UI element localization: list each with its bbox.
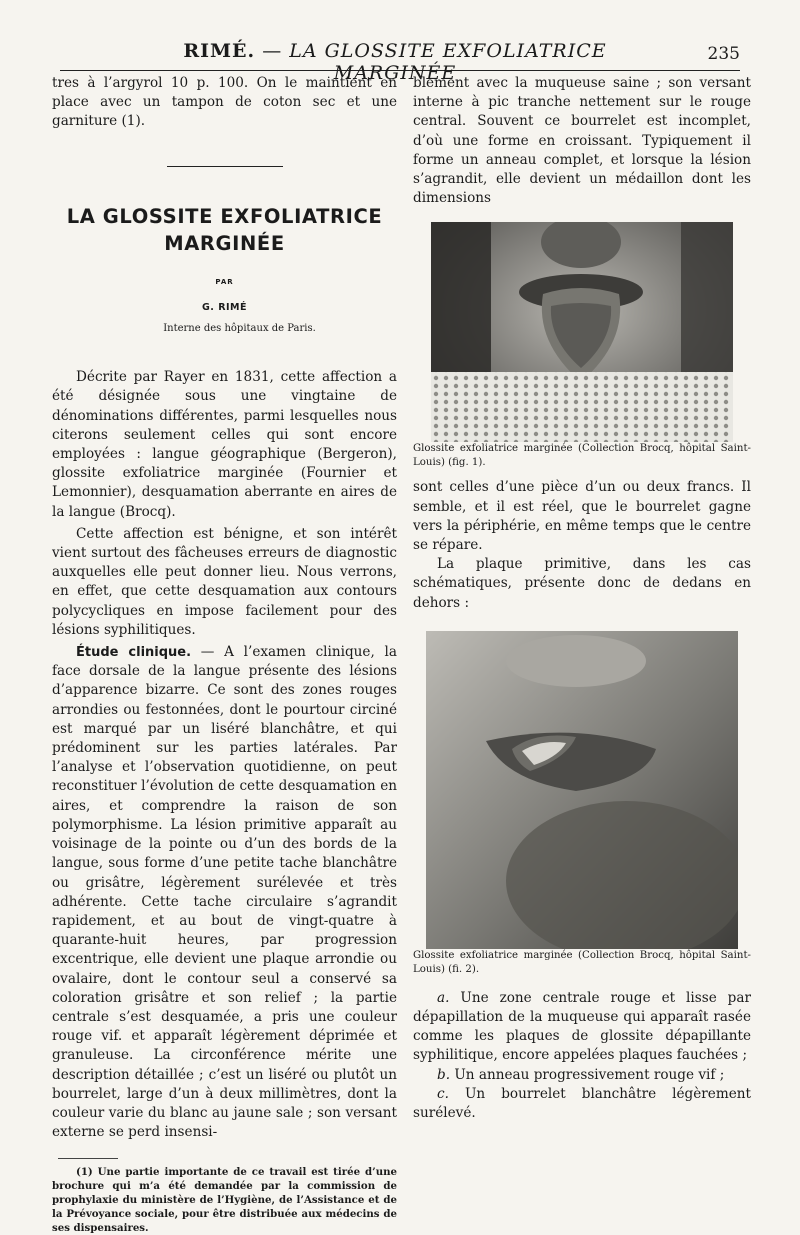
list-item-b xyxy=(413,1066,751,1085)
list-item-c xyxy=(413,1085,751,1123)
byline-role: Interne des hôpitaux de Paris. xyxy=(163,323,316,335)
figure-1-image xyxy=(431,222,733,442)
section-heading-clinical: Étude clinique. xyxy=(76,645,192,661)
list-text-a: Une zone centrale rouge et lisse par dépapillation de la muqueuse qui apparaît rasée comme les plaques de glossite dépapillante syphilitique, encore appelées plaques fauchées ; xyxy=(413,989,751,1064)
right-column xyxy=(413,74,751,1123)
intro-paragraph: Décrite par Rayer en 1831, cette affection a été désignée sous une vingtaine de dénominations différentes, parmi lesquelles nous citerons seulement celles qui sont encore employées : langue géographique (Bergeron), glossite exfoliatrice marginée (Fournier et Lemonnier), desquamation aberrante en aires de la langue (Brocq). xyxy=(52,369,397,520)
byline-par: PAR xyxy=(215,277,234,286)
figure-2-photo xyxy=(426,631,738,949)
figure-2-caption: Glossite exfoliatrice marginée (Collection Brocq, hôpital Saint-Louis) (fi. 2). xyxy=(413,949,751,975)
list-letter-a: a. xyxy=(437,989,450,1006)
list-letter-c: c. xyxy=(437,1085,449,1102)
continued-paragraph: blement avec la muqueuse saine ; son versant interne à pic tranche nettement sur le rouge central. Souvent ce bourrelet est incomplet, d’où une forme en croissant. Typiquement il forme un anneau complet, et lorsque la lésion s’agrandit, elle devient un médaillon dont les dimensions xyxy=(413,75,751,207)
clinical-study-paragraph xyxy=(52,643,397,1142)
byline-author: G. RIMÉ xyxy=(201,301,247,313)
footnote-divider xyxy=(58,1158,118,1159)
figure-1-caption: Glossite exfoliatrice marginée (Collection Brocq, hôpital Saint-Louis) (fig. 1). xyxy=(413,443,751,469)
running-head xyxy=(60,40,740,84)
figure-1-photo xyxy=(431,222,733,442)
left-column xyxy=(52,74,397,1235)
running-separator: — xyxy=(262,40,283,62)
list-item-a xyxy=(413,989,751,1066)
footnote: (1) Une partie importante de ce travail est tirée d’une brochure qui m’a été demandée par la commission de prophylaxie du ministère de l’Hygiène, de l’Assistance et de la Prévoyance sociale, pour être distribuée aux médecins de ses dispensaires. xyxy=(52,1166,397,1235)
medallion-paragraph: sont celles d’une pièce d’un ou deux francs. Il semble, et il est réel, que le bourrelet gagne vers la périphérie, en même temps que le centre se répare. xyxy=(413,479,751,554)
article-title-line-2: MARGINÉE xyxy=(164,231,285,255)
benign-paragraph: Cette affection est bénigne, et son intérêt vient surtout des fâcheuses erreurs de diagnostic auxquelles elle peut donner lieu. Nous verrons, en effet, que cette desquamation aux contours polycycliques en impose facilement pour des lésions syphilitiques. xyxy=(52,525,397,638)
article-title xyxy=(52,203,397,257)
continuation-text: tres à l’argyrol 10 p. 100. On le maintient en place avec un tampon de coton sec et une garniture (1). xyxy=(52,75,397,130)
article-title-line-1: LA GLOSSITE EXFOLIATRICE xyxy=(66,204,383,228)
figure-2-image xyxy=(426,631,738,949)
running-article-title: LA GLOSSITE EXFOLIATRICE MARGINÉE xyxy=(289,40,607,84)
list-letter-b: b. xyxy=(437,1066,451,1083)
running-author: RIMÉ. xyxy=(183,40,256,62)
primitive-plaque-paragraph: La plaque primitive, dans les cas schématiques, présente donc de dedans en dehors : xyxy=(413,556,751,611)
page-number: 235 xyxy=(707,44,740,64)
list-text-c: Un bourrelet blanchâtre légèrement surélevé. xyxy=(413,1085,751,1122)
list-text-b: Un anneau progressivement rouge vif ; xyxy=(450,1066,725,1083)
clinical-study-text: — A l’examen clinique, la face dorsale de la langue présente des lésions d’apparence bizarre. Ce sont des zones rouges arrondies ou festonnées, dont le pourtour circiné est marqué par un liséré blanchâtre, et qui prédominent sur les parties latérales. Par l’analyse et l’observation quotidienne, on peut reconstituer l’évolution de cette desquamation en aires, et comprendre la raison de son polymorphisme. La lésion primitive apparaît au voisinage de la pointe ou d’un des bords de la langue, sous forme d’une petite tache blanchâtre ou grisâtre, légèrement surélevée et très adhérente. Cette tache circulaire s’agrandit rapidement, et au bout de vingt-quatre à quarante-huit heures, par progression excentrique, elle devient une plaque arrondie ou ovalaire, dont le contour seul a conservé sa coloration grisâtre et son relief ; la partie centrale s’est desquamée, a pris une couleur rouge vif. et apparaît légèrement déprimée et granuleuse. La circonférence mérite une description détaillée ; c’est un liséré ou plutôt un bourrelet, large d’un à deux millimètres, dont la couleur varie du blanc au jaune sale ; son versant externe se perd insensi- xyxy=(52,644,397,1141)
section-divider xyxy=(167,166,283,167)
